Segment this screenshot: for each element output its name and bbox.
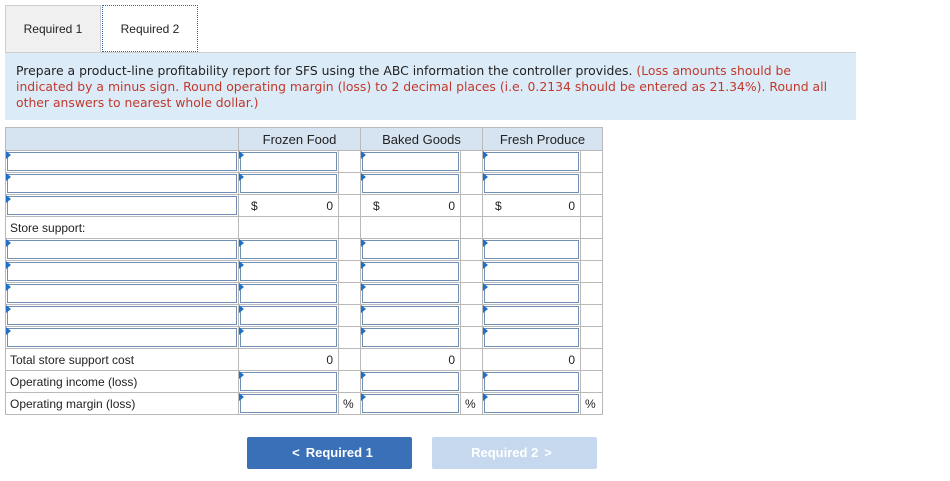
row-label-input[interactable] (7, 196, 237, 215)
spacer-cell (339, 283, 361, 305)
baked-goods-cell (361, 173, 461, 195)
marker-icon (361, 261, 366, 269)
baked-goods-input[interactable] (362, 328, 459, 347)
table-row (6, 305, 603, 327)
currency-symbol: $ (373, 199, 380, 213)
marker-icon (483, 327, 488, 335)
frozen-food-margin-input[interactable] (240, 394, 337, 413)
fresh-produce-cell (483, 283, 581, 305)
marker-icon (361, 371, 366, 379)
spacer-cell (461, 305, 483, 327)
previous-button[interactable] (247, 437, 412, 469)
baked-goods-input[interactable] (362, 284, 459, 303)
spacer-cell (461, 371, 483, 393)
percent-sign: % (343, 397, 354, 411)
baked-goods-value-cell (361, 195, 461, 217)
baked-goods-cell (361, 305, 461, 327)
spacer-cell (581, 371, 603, 393)
marker-icon (239, 239, 244, 247)
marker-icon (483, 305, 488, 313)
header-frozen-food: Frozen Food (239, 128, 361, 151)
table-row (6, 393, 603, 415)
fresh-produce-input[interactable] (484, 240, 579, 259)
marker-icon (483, 261, 488, 269)
spacer-cell (581, 305, 603, 327)
baked-goods-input[interactable] (362, 240, 459, 259)
baked-goods-total-cell (361, 349, 461, 371)
next-button-label: Required 2 (471, 445, 539, 460)
baked-goods-total: 0 (448, 353, 455, 367)
row-label-cell (6, 261, 239, 283)
fresh-produce-value: 0 (568, 199, 575, 213)
fresh-produce-input[interactable] (484, 262, 579, 281)
baked-goods-income-input[interactable] (362, 372, 459, 391)
row-label-input[interactable] (7, 306, 237, 325)
total-support-label: Total store support cost (6, 349, 239, 371)
marker-icon (361, 327, 366, 335)
baked-goods-cell (361, 283, 461, 305)
marker-icon (483, 283, 488, 291)
fresh-produce-input[interactable] (484, 328, 579, 347)
fresh-produce-cell (483, 305, 581, 327)
row-label-cell (6, 283, 239, 305)
marker-icon (361, 151, 366, 159)
fresh-produce-cell (483, 371, 581, 393)
table-row (6, 283, 603, 305)
frozen-food-input[interactable] (240, 152, 337, 171)
marker-icon (361, 239, 366, 247)
frozen-food-cell (239, 283, 339, 305)
empty-cell (483, 217, 581, 239)
next-button[interactable] (432, 437, 597, 469)
row-label-input[interactable] (7, 174, 237, 193)
tab-required-1[interactable]: Required 1 (5, 5, 101, 52)
row-label-cell (6, 151, 239, 173)
table-row (6, 173, 603, 195)
frozen-food-total-cell (239, 349, 339, 371)
header-blank (6, 128, 239, 151)
table-row (6, 239, 603, 261)
currency-symbol: $ (495, 199, 502, 213)
table-row (6, 349, 603, 371)
chevron-left-icon: < (292, 445, 300, 460)
row-label-cell (6, 173, 239, 195)
percent-sign: % (585, 397, 596, 411)
frozen-food-cell (239, 305, 339, 327)
profitability-report-table (5, 127, 603, 415)
marker-icon (239, 393, 244, 401)
fresh-produce-cell (483, 239, 581, 261)
fresh-produce-input[interactable] (484, 152, 579, 171)
spacer-cell (461, 173, 483, 195)
frozen-food-input[interactable] (240, 328, 337, 347)
spacer-cell (581, 261, 603, 283)
marker-icon (483, 239, 488, 247)
percent-cell (461, 393, 483, 415)
frozen-food-income-input[interactable] (240, 372, 337, 391)
spacer-cell (339, 239, 361, 261)
baked-goods-value: 0 (448, 199, 455, 213)
percent-sign: % (465, 397, 476, 411)
spacer-cell (339, 151, 361, 173)
empty-cell (361, 217, 461, 239)
frozen-food-input[interactable] (240, 284, 337, 303)
chevron-right-icon: > (544, 445, 552, 460)
table-row (6, 327, 603, 349)
marker-icon (239, 261, 244, 269)
spacer-cell (339, 217, 361, 239)
spacer-cell (581, 195, 603, 217)
spacer-cell (461, 195, 483, 217)
table-row (6, 151, 603, 173)
marker-icon (239, 327, 244, 335)
spacer-cell (339, 349, 361, 371)
marker-icon (6, 195, 11, 203)
spacer-cell (339, 327, 361, 349)
operating-income-label: Operating income (loss) (6, 371, 239, 393)
fresh-produce-cell (483, 151, 581, 173)
spacer-cell (339, 195, 361, 217)
baked-goods-cell (361, 327, 461, 349)
marker-icon (361, 305, 366, 313)
spacer-cell (581, 173, 603, 195)
table-row (6, 195, 603, 217)
spacer-cell (461, 261, 483, 283)
fresh-produce-cell (483, 173, 581, 195)
header-baked-goods: Baked Goods (361, 128, 483, 151)
marker-icon (483, 151, 488, 159)
header-fresh-produce: Fresh Produce (483, 128, 603, 151)
marker-icon (361, 283, 366, 291)
spacer-cell (581, 239, 603, 261)
fresh-produce-total: 0 (568, 353, 575, 367)
row-label-input[interactable] (7, 240, 237, 259)
fresh-produce-input[interactable] (484, 174, 579, 193)
marker-icon (6, 283, 11, 291)
instructions-text: Prepare a product-line profitability report for SFS using the ABC information the controller provides. (16, 63, 633, 78)
marker-icon (239, 371, 244, 379)
spacer-cell (339, 173, 361, 195)
fresh-produce-cell (483, 393, 581, 415)
row-label-cell (6, 305, 239, 327)
baked-goods-cell (361, 261, 461, 283)
frozen-food-input[interactable] (240, 240, 337, 259)
marker-icon (6, 327, 11, 335)
frozen-food-input[interactable] (240, 306, 337, 325)
row-label-input[interactable] (7, 328, 237, 347)
frozen-food-cell (239, 327, 339, 349)
marker-icon (239, 151, 244, 159)
marker-icon (6, 305, 11, 313)
baked-goods-input[interactable] (362, 174, 459, 193)
marker-icon (483, 393, 488, 401)
marker-icon (239, 283, 244, 291)
frozen-food-input[interactable] (240, 174, 337, 193)
baked-goods-input[interactable] (362, 306, 459, 325)
instructions-note: (Loss amounts should be indicated by a minus sign. Round operating margin (loss) to 2 decimal places (i.e. 0.2134 should be entered as 21.34%). Round all other answers to nearest whole dollar.) (16, 63, 828, 110)
marker-icon (239, 173, 244, 181)
currency-symbol: $ (251, 199, 258, 213)
row-label-cell (6, 195, 239, 217)
baked-goods-cell (361, 239, 461, 261)
frozen-food-cell (239, 239, 339, 261)
row-label-cell (6, 239, 239, 261)
row-label-cell (6, 327, 239, 349)
tab-required-2[interactable]: Required 2 (102, 5, 198, 52)
fresh-produce-input[interactable] (484, 284, 579, 303)
marker-icon (6, 173, 11, 181)
spacer-cell (339, 261, 361, 283)
marker-icon (6, 261, 11, 269)
frozen-food-cell (239, 371, 339, 393)
fresh-produce-total-cell (483, 349, 581, 371)
empty-cell (239, 217, 339, 239)
fresh-produce-income-input[interactable] (484, 372, 579, 391)
marker-icon (361, 173, 366, 181)
frozen-food-value: 0 (326, 199, 333, 213)
spacer-cell (461, 151, 483, 173)
spacer-cell (461, 239, 483, 261)
baked-goods-input[interactable] (362, 262, 459, 281)
percent-cell (339, 393, 361, 415)
fresh-produce-value-cell (483, 195, 581, 217)
spacer-cell (339, 371, 361, 393)
marker-icon (361, 393, 366, 401)
spacer-cell (461, 327, 483, 349)
marker-icon (239, 305, 244, 313)
baked-goods-input[interactable] (362, 152, 459, 171)
fresh-produce-input[interactable] (484, 306, 579, 325)
marker-icon (6, 151, 11, 159)
row-label-input[interactable] (7, 284, 237, 303)
fresh-produce-margin-input[interactable] (484, 394, 579, 413)
instructions-panel (5, 53, 856, 120)
row-label-input[interactable] (7, 262, 237, 281)
table-row (6, 371, 603, 393)
store-support-label: Store support: (6, 217, 239, 239)
baked-goods-cell (361, 371, 461, 393)
frozen-food-total: 0 (326, 353, 333, 367)
row-label-input[interactable] (7, 152, 237, 171)
spacer-cell (461, 217, 483, 239)
spacer-cell (339, 305, 361, 327)
spacer-cell (581, 217, 603, 239)
frozen-food-value-cell (239, 195, 339, 217)
frozen-food-cell (239, 173, 339, 195)
frozen-food-cell (239, 261, 339, 283)
spacer-cell (581, 349, 603, 371)
table-row (6, 261, 603, 283)
frozen-food-input[interactable] (240, 262, 337, 281)
frozen-food-cell (239, 151, 339, 173)
operating-margin-label: Operating margin (loss) (6, 393, 239, 415)
table-row (6, 217, 603, 239)
baked-goods-margin-input[interactable] (362, 394, 459, 413)
percent-cell (581, 393, 603, 415)
frozen-food-cell (239, 393, 339, 415)
baked-goods-cell (361, 393, 461, 415)
marker-icon (483, 173, 488, 181)
spacer-cell (581, 151, 603, 173)
table-header-row (6, 128, 603, 151)
fresh-produce-cell (483, 261, 581, 283)
marker-icon (6, 239, 11, 247)
previous-button-label: Required 1 (305, 445, 373, 460)
spacer-cell (461, 349, 483, 371)
spacer-cell (461, 283, 483, 305)
baked-goods-cell (361, 151, 461, 173)
fresh-produce-cell (483, 327, 581, 349)
spacer-cell (581, 283, 603, 305)
marker-icon (483, 371, 488, 379)
spacer-cell (581, 327, 603, 349)
